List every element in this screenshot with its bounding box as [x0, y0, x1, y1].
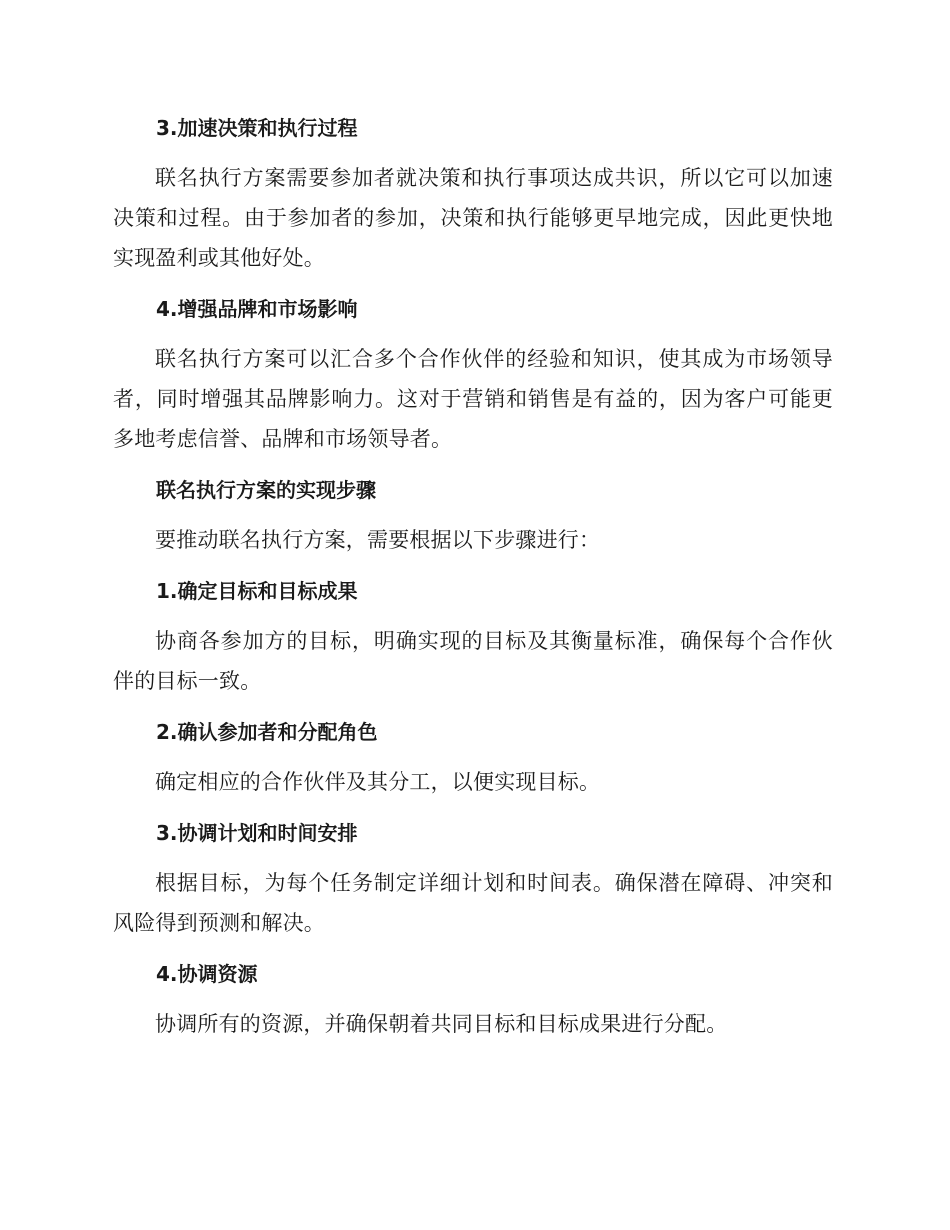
section-heading: 联名执行方案的实现步骤	[156, 478, 376, 502]
body-paragraph: 协调所有的资源，并确保朝着共同目标和目标成果进行分配。	[155, 1012, 728, 1036]
body-paragraph: 协商各参加方的目标，明确实现的目标及其衡量标准，确保每个合作伙伴的目标一致。	[113, 629, 833, 693]
body-paragraph: 根据目标，为每个任务制定详细计划和时间表。确保潜在障碍、冲突和风险得到预测和解决。	[113, 871, 833, 935]
section-heading: 4.协调资源	[156, 962, 258, 986]
section-heading: 3.加速决策和执行过程	[156, 116, 358, 140]
body-paragraph: 联名执行方案需要参加者就决策和执行事项达成共识，所以它可以加速决策和过程。由于参加者的参加，决策和执行能够更早地完成，因此更快地实现盈利或其他好处。	[113, 166, 833, 270]
section-heading: 2.确认参加者和分配角色	[156, 720, 378, 744]
section-heading: 4.增强品牌和市场影响	[156, 297, 358, 321]
body-paragraph: 联名执行方案可以汇合多个合作伙伴的经验和知识，使其成为市场领导者，同时增强其品牌影响力。这对于营销和销售是有益的，因为客户可能更多地考虑信誉、品牌和市场领导者。	[113, 347, 833, 451]
section-heading: 3.协调计划和时间安排	[156, 821, 358, 845]
document-page	[113, 108, 833, 1055]
body-paragraph: 要推动联名执行方案，需要根据以下步骤进行：	[155, 528, 601, 552]
body-paragraph: 确定相应的合作伙伴及其分工，以便实现目标。	[155, 770, 601, 794]
section-heading: 1.确定目标和目标成果	[156, 579, 358, 603]
